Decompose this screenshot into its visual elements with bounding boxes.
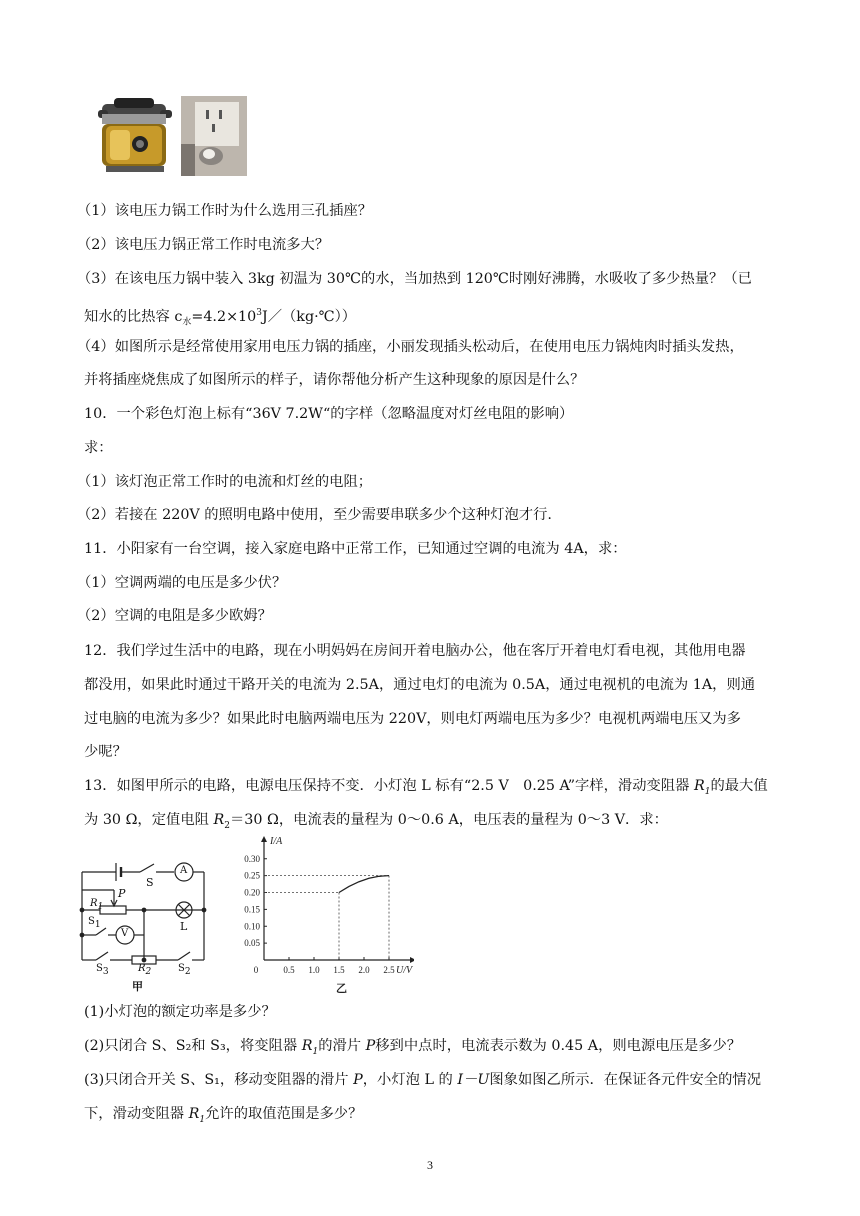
question-13-part-3 xyxy=(84,1070,761,1090)
y-tick-label: 0.05 xyxy=(244,938,260,949)
subscript: 1 xyxy=(704,786,711,797)
label-s xyxy=(146,876,154,889)
question-10: 10．一个彩色灯泡上标有“36V 7.2W“的字样（忽略温度对灯丝电阻的影响） xyxy=(84,406,574,422)
text-segment: 为 30 Ω，定值电阻 xyxy=(84,812,214,828)
symbol: R xyxy=(693,778,705,794)
page-number: 3 xyxy=(427,1158,433,1172)
question-11: 11．小阳家有一台空调，接入家庭电路中正常工作，已知通过空调的电流为 4A，求： xyxy=(84,541,627,557)
symbol: R xyxy=(301,1038,313,1054)
superscript: 3 xyxy=(256,308,262,318)
text-segment: =4.2×10 xyxy=(191,308,257,325)
y-axis-arrow xyxy=(261,836,267,842)
subscript: 2 xyxy=(184,967,191,977)
label-s3 xyxy=(96,963,109,977)
question-9-part-4-cont: 并将插座烧焦成了如图所示的样子，请你帮他分析产生这种现象的原因是什么？ xyxy=(84,372,585,388)
question-9-part-1: （1）该电压力锅工作时为什么选用三孔插座？ xyxy=(77,203,373,219)
subscript: 2 xyxy=(145,967,152,977)
label-text: S xyxy=(96,963,103,974)
label-text: L xyxy=(180,920,188,933)
subscript: 2 xyxy=(224,820,230,831)
label-text: S xyxy=(178,963,185,974)
label-text: S xyxy=(88,916,95,927)
label-s2 xyxy=(178,963,191,977)
x-tick-label: 1.5 xyxy=(333,965,345,975)
question-11-part-1: （1）空调两端的电压是多少伏？ xyxy=(77,575,287,591)
label-s1 xyxy=(88,916,101,930)
question-12-line-1: 12．我们学过生活中的电路，现在小明妈妈在房间开着电脑办公，他在客厅开着电灯看电视，其他用电器 xyxy=(84,643,746,659)
x-axis-arrow xyxy=(410,957,414,963)
question-9-part-4: （4）如图所示是经常使用家用电压力锅的插座，小丽发现插头松动后，在使用电压力锅炖肉时插头发热， xyxy=(77,339,744,355)
symbol: R xyxy=(188,1106,200,1122)
label-l xyxy=(180,920,187,933)
question-13-part-3-cont xyxy=(84,1104,362,1130)
question-10-part-2: （2）若接在 220V 的照明电路中使用，至少需要串联多少个这种灯泡才行. xyxy=(77,507,552,523)
symbol: P xyxy=(365,1038,376,1054)
text-segment: ，小灯泡 L 的 xyxy=(362,1072,458,1088)
ammeter-label xyxy=(180,865,187,876)
subscript: 水 xyxy=(182,317,192,328)
y-tick-label: 0.20 xyxy=(244,887,260,898)
text-segment: 移到中点时，电流表示数为 0.45 A，则电源电压是多少？ xyxy=(375,1038,742,1054)
x-axis-label: U/V xyxy=(396,965,413,976)
question-13-part-1: (1)小灯泡的额定功率是多少？ xyxy=(84,1004,276,1020)
question-13-line-2 xyxy=(84,810,668,836)
text-segment: J／（kg·℃）） xyxy=(261,308,357,325)
text-segment: 13．如图甲所示的电路，电源电压保持不变．小灯泡 L 标有“2.5 V 0.25 A”字样，滑动变阻器 xyxy=(84,778,694,794)
text-segment: (3)只闭合开关 S、S₁，移动变阻器的滑片 xyxy=(84,1072,354,1088)
text-segment: (2)只闭合 S、S₂和 S₃，将变阻器 xyxy=(84,1038,302,1054)
question-9-part-3: （3）在该电压力锅中装入 3kg 初温为 30℃的水，当加热到 120℃时刚好沸腾，水吸收了多少热量？（已 xyxy=(77,271,752,287)
label-text: R xyxy=(90,898,98,909)
question-12-line-3: 过电脑的电流为多少？如果此时电脑两端电压为 220V，则电灯两端电压为多少？电视机两端电压又为多 xyxy=(84,711,741,727)
x-tick-label: 2.0 xyxy=(358,965,370,975)
question-12-line-4: 少呢？ xyxy=(84,744,127,760)
text-segment: 的最大值 xyxy=(710,778,768,794)
y-axis-label: I/A xyxy=(270,836,283,847)
subscript: 1 xyxy=(97,902,104,912)
text-segment: 允许的取值范围是多少？ xyxy=(205,1106,363,1122)
voltmeter-label xyxy=(121,928,128,939)
question-13-line-1 xyxy=(84,776,768,802)
y-tick-label: 0.15 xyxy=(244,904,260,915)
label-text: V xyxy=(121,928,129,939)
label-text: A xyxy=(180,865,188,876)
y-tick-label: 0.25 xyxy=(244,870,260,881)
label-text: R xyxy=(138,963,146,974)
label-p xyxy=(118,887,125,900)
subscript: 1 xyxy=(94,920,101,930)
question-13-part-2 xyxy=(84,1036,741,1062)
label-text: P xyxy=(118,887,126,900)
x-tick-label: 2.5 xyxy=(383,965,395,975)
text-segment: 图象如图乙所示．在保证各元件安全的情况 xyxy=(489,1072,762,1088)
label-r1 xyxy=(90,898,103,912)
iu-chart xyxy=(224,836,414,996)
subscript: 3 xyxy=(102,967,109,977)
x-tick-label: 1.0 xyxy=(308,965,320,975)
text-segment: ＝30 Ω，电流表的量程为 0～0.6 A，电压表的量程为 0～3 V．求： xyxy=(229,812,668,828)
circuit-caption: 甲 xyxy=(132,980,143,993)
chart-caption: 乙 xyxy=(336,983,347,995)
x-tick-label: 0.5 xyxy=(283,965,295,975)
subscript: 1 xyxy=(312,1046,319,1057)
symbol: R xyxy=(213,812,225,828)
symbol: I－U xyxy=(457,1072,490,1088)
subscript: 1 xyxy=(199,1114,206,1125)
question-9-part-3-cont xyxy=(84,303,356,333)
label-r2 xyxy=(138,963,151,977)
y-tick-label: 0.10 xyxy=(244,921,260,932)
symbol: P xyxy=(353,1072,363,1088)
question-11-part-2: （2）空调的电阻是多少欧姆？ xyxy=(77,608,272,624)
pressure-cooker-image xyxy=(96,94,176,176)
x-tick-label: 0 xyxy=(253,965,259,975)
label-text: S xyxy=(146,876,154,889)
question-10-ask: 求： xyxy=(84,440,113,456)
text-segment: 的滑片 xyxy=(318,1038,366,1054)
circuit-diagram xyxy=(74,850,214,993)
text-segment: 下，滑动变阻器 xyxy=(84,1106,189,1122)
iu-chart-svg xyxy=(224,836,414,996)
iu-curve xyxy=(339,876,389,893)
y-tick-label: 0.30 xyxy=(244,853,260,864)
question-12-line-2: 都没用，如果此时通过干路开关的电流为 2.5A，通过电灯的电流为 0.5A，通过电视机的电流为 1A，则通 xyxy=(84,677,756,693)
question-10-part-1: （1）该灯泡正常工作时的电流和灯丝的电阻； xyxy=(77,474,373,490)
text-segment: 知水的比热容 c xyxy=(84,308,183,325)
question-9-part-2: （2）该电压力锅正常工作时电流多大？ xyxy=(77,237,330,253)
burnt-socket-photo xyxy=(181,96,247,176)
